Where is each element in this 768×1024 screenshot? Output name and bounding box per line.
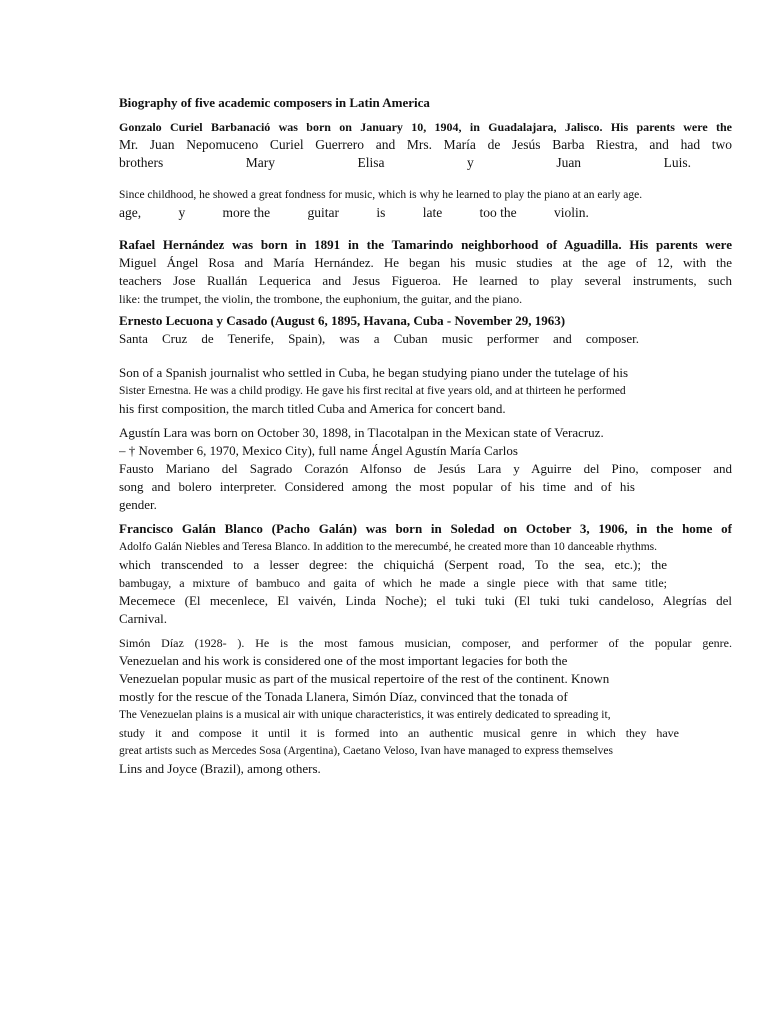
diaz-line-7: great artists such as Mercedes Sosa (Argentina), Caetano Veloso, Ivan have managed to express themselves — [119, 745, 613, 757]
paragraph-lara — [119, 424, 732, 514]
diaz-line-2: Venezuelan and his work is considered one of the most important legacies for both the — [119, 653, 568, 668]
diaz-line-5: The Venezuelan plains is a musical air with unique characteristics, it was entirely dedicated to spreading it, — [119, 709, 611, 721]
diaz-line-3: Venezuelan popular music as part of the musical repertoire of the rest of the continent. Known — [119, 671, 610, 686]
lecuona-line-1: Ernesto Lecuona y Casado (August 6, 1895, Havana, Cuba - November 29, 1963) — [119, 313, 566, 328]
paragraph-lecuona — [119, 312, 732, 418]
document-page — [119, 94, 732, 778]
word: too the — [479, 205, 517, 220]
galan-line-2: Adolfo Galán Niebles and Teresa Blanco. In addition to the merecumbé, he created more than 10 danceable rhythms. — [119, 541, 658, 553]
diaz-line-6: study it and compose it until it is formed into an authentic musical genre in which they have — [119, 726, 679, 740]
hernandez-line-4: like: the trumpet, the violin, the trombone, the euphonium, the guitar, and the piano. — [119, 292, 523, 306]
word: Mary — [245, 155, 276, 170]
curiel-line-3 — [119, 154, 691, 172]
word: Luis. — [663, 155, 691, 170]
word: y — [178, 205, 186, 220]
word: guitar — [307, 205, 339, 220]
word: more the — [222, 205, 271, 220]
word: y — [467, 155, 474, 170]
lecuona-line-5: his first composition, the march titled Cuba and America for concert band. — [119, 401, 506, 416]
lecuona-line-4: Sister Ernestna. He was a child prodigy. He gave his first recital at five years old, and at thirteen he performed — [119, 385, 626, 397]
curiel-line-5 — [119, 204, 589, 222]
galan-line-4: bambugay, a mixture of bambuco and gaita of which he made a single piece with that same title; — [119, 576, 667, 590]
curiel-line-1: Gonzalo Curiel Barbanació was born on January 10, 1904, in Guadalajara, Jalisco. His parents were the — [119, 120, 732, 134]
word: Elisa — [357, 155, 385, 170]
curiel-line-2: Mr. Juan Nepomuceno Curiel Guerrero and Mrs. María de Jesús Barba Riestra, and had two — [119, 137, 732, 152]
word: age, — [119, 205, 142, 220]
galan-line-5: Mecemece (El mecenlece, El vaivén, Linda Noche); el tuki tuki (El tuki tuki candeloso, Alegrías del — [119, 593, 732, 608]
paragraph-galan — [119, 520, 732, 628]
hernandez-line-2: Miguel Ángel Rosa and María Hernández. He began his music studies at the age of 12, with the — [119, 255, 732, 270]
word: brothers — [119, 155, 164, 170]
lecuona-line-2: Santa Cruz de Tenerife, Spain), was a Cuban music performer and composer. — [119, 331, 639, 346]
galan-line-3: which transcended to a lesser degree: the chiquichá (Serpent road, To the sea, etc.); the — [119, 557, 667, 572]
hernandez-line-1: Rafael Hernández was born in 1891 in the Tamarindo neighborhood of Aguadilla. His parents were — [119, 237, 732, 252]
word: Juan — [556, 155, 582, 170]
lara-line-4: song and bolero interpreter. Considered among the most popular of his time and of his — [119, 479, 635, 494]
lecuona-line-3: Son of a Spanish journalist who settled in Cuba, he began studying piano under the tutelage of his — [119, 365, 629, 380]
diaz-line-4: mostly for the rescue of the Tonada Llanera, Simón Díaz, convinced that the tonada of — [119, 689, 568, 704]
word: late — [422, 205, 443, 220]
diaz-line-1: Simón Díaz (1928- ). He is the most famous musician, composer, and performer of the popular genre. — [119, 636, 732, 650]
lara-line-5: gender. — [119, 497, 157, 512]
diaz-line-8: Lins and Joyce (Brazil), among others. — [119, 761, 321, 776]
curiel-line-4: Since childhood, he showed a great fondness for music, which is why he learned to play the piano at an early age. — [119, 189, 643, 201]
paragraph-hernandez — [119, 236, 732, 308]
galan-line-6: Carnival. — [119, 611, 168, 626]
galan-line-1: Francisco Galán Blanco (Pacho Galán) was born in Soledad on October 3, 1906, in the home of — [119, 521, 732, 536]
paragraph-diaz — [119, 634, 732, 778]
paragraph-curiel — [119, 118, 732, 222]
word: is — [376, 205, 386, 220]
hernandez-line-3: teachers Jose Ruallán Lequerica and Jesus Figueroa. He learned to play several instruments, such — [119, 273, 732, 288]
word: violin. — [554, 205, 589, 220]
lara-line-2: – † November 6, 1970, Mexico City), full name Ángel Agustín María Carlos — [119, 443, 518, 458]
lara-line-1: Agustín Lara was born on October 30, 1898, in Tlacotalpan in the Mexican state of Veracruz. — [119, 425, 604, 440]
document-title: Biography of five academic composers in Latin America — [119, 95, 430, 110]
lara-line-3: Fausto Mariano del Sagrado Corazón Alfonso de Jesús Lara y Aguirre del Pino, composer and — [119, 461, 732, 476]
